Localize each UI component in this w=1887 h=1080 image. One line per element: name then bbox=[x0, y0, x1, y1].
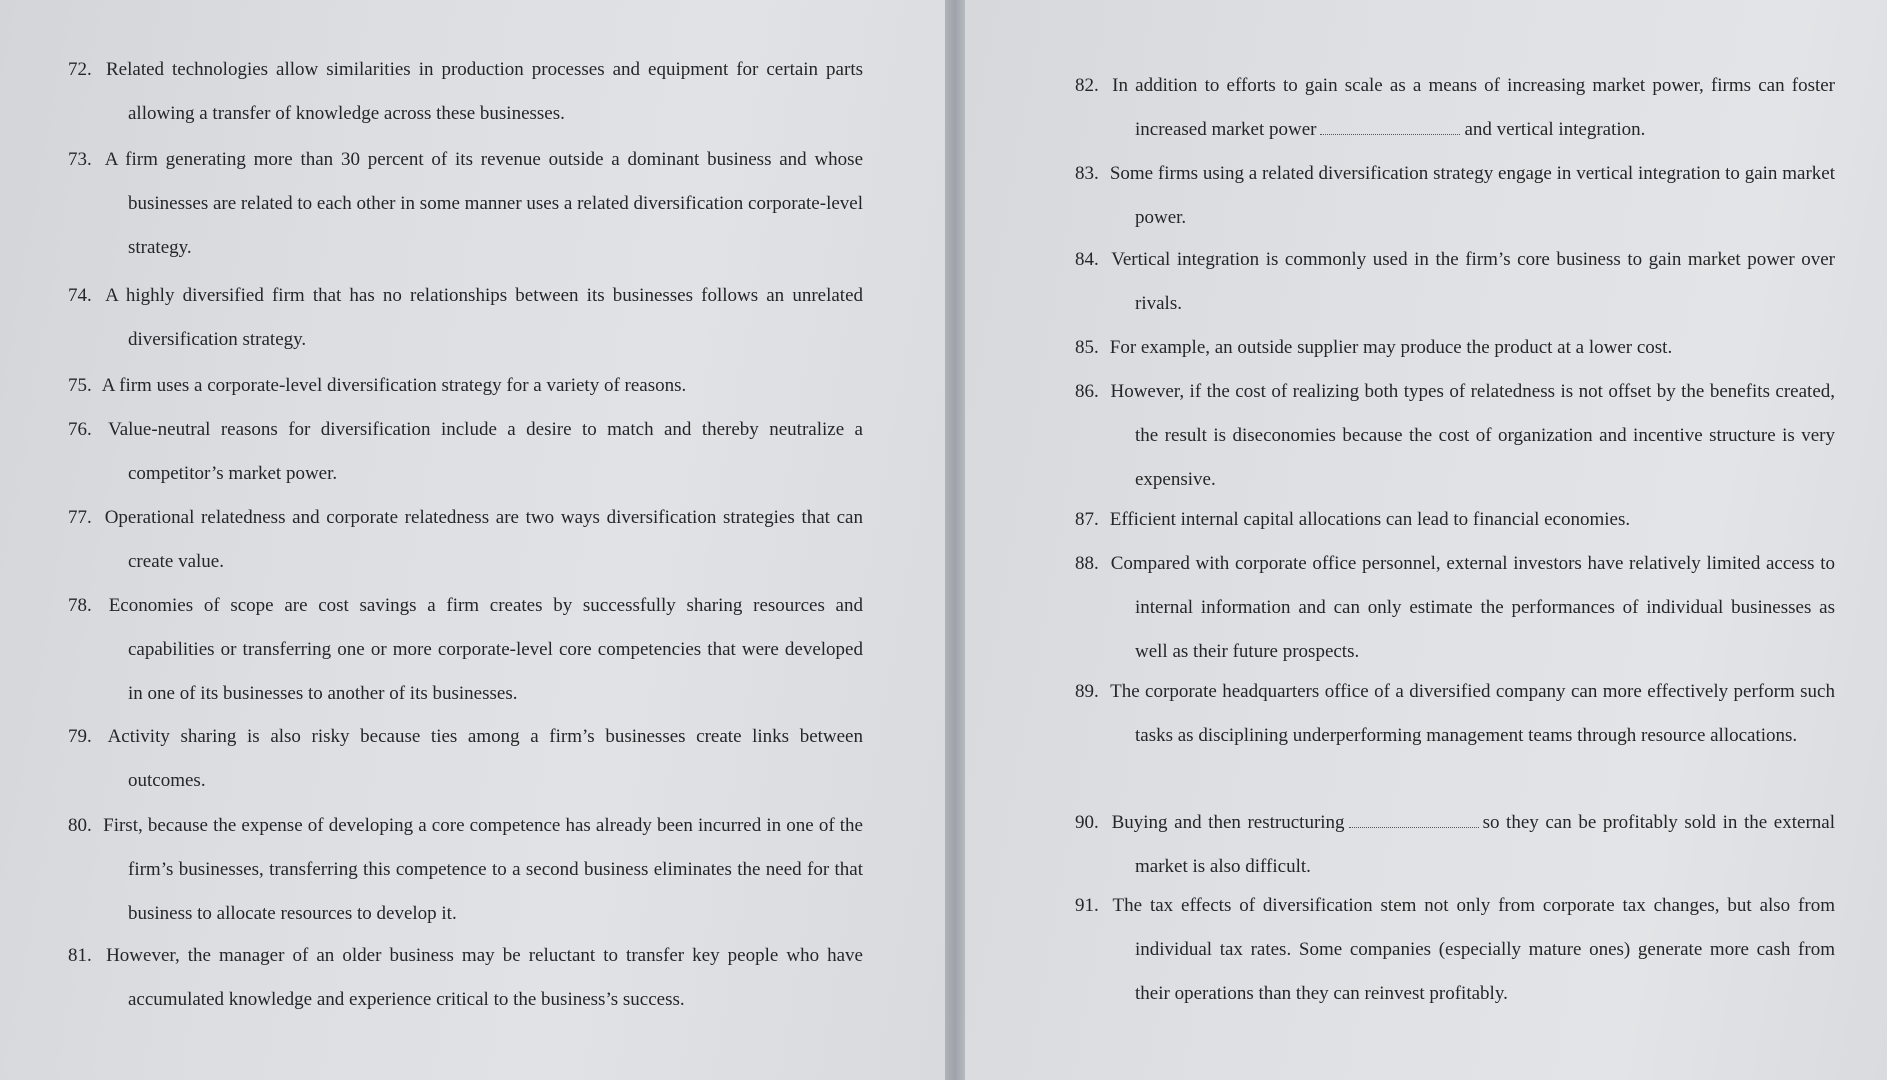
statement-86: 86. However, if the cost of realizing both types of relatedness is not offset by the benefits created, the result is diseconomies because the cost of organization and incentive structure is very expensive. bbox=[1075, 381, 1836, 490]
statement-text: Compared with corporate office personnel, external investors have relatively limited access to internal information and can only estimate the performances of individual businesses as well as their future prospects. bbox=[1110, 553, 1835, 662]
statement-73: 73. A firm generating more than 30 percent of its revenue outside a dominant business and whose businesses are related to each other in some manner uses a related diversification corporate-level strategy. bbox=[68, 149, 864, 258]
page-gutter bbox=[945, 0, 965, 1080]
statement-84: 84. Vertical integration is commonly used in the firm’s core business to gain market power over rivals. bbox=[1075, 249, 1835, 314]
statement-text: However, the manager of an older business may be reluctant to transfer key people who have accumulated knowledge and experience critical to the business’s success. bbox=[106, 945, 863, 1010]
fill-in-blank bbox=[1320, 120, 1460, 135]
statement-80: 80. First, because the expense of developing a core competence has already been incurred in one of the firm’s businesses, transferring this competence to a second business eliminates the need for that business to allocate resources to develop it. bbox=[68, 815, 863, 924]
statement-text-before-blank: In addition to efforts to gain scale as a means of increasing market power, firms can foster increased market power bbox=[1112, 75, 1836, 140]
statement-text: A highly diversified firm that has no relationships between its businesses follows an unrelated diversification strategy. bbox=[105, 285, 864, 350]
statement-text: A firm uses a corporate-level diversification strategy for a variety of reasons. bbox=[101, 375, 687, 396]
statement-text-after-blank: so they can be profitably sold in the external market is also difficult. bbox=[1135, 812, 1835, 877]
statement-text: Activity sharing is also risky because ties among a firm’s businesses create links between outcomes. bbox=[107, 726, 863, 791]
statement-text: For example, an outside supplier may produce the product at a lower cost. bbox=[1109, 337, 1673, 358]
statement-85: 85. For example, an outside supplier may produce the product at a lower cost. bbox=[1075, 337, 1673, 358]
statement-text-after-blank: and vertical integration. bbox=[1464, 119, 1646, 140]
statement-text: Vertical integration is commonly used in the firm’s core business to gain market power over rivals. bbox=[1111, 249, 1835, 314]
statement-text: Efficient internal capital allocations can lead to financial economies. bbox=[1109, 509, 1631, 530]
right-page bbox=[965, 0, 1887, 1080]
statement-78: 78. Economies of scope are cost savings a firm creates by successfully sharing resources and capabilities or transferring one or more corporate-level core competencies that were developed in one of its businesses to another of its businesses. bbox=[68, 595, 863, 704]
statement-88: 88. Compared with corporate office personnel, external investors have relatively limited access to internal information and can only estimate the performances of individual businesses as well as their future prospects. bbox=[1075, 553, 1835, 662]
statement-75: 75. A firm uses a corporate-level diversification strategy for a variety of reasons. bbox=[68, 375, 687, 396]
statement-text-before-blank: Buying and then restructuring bbox=[1111, 812, 1345, 833]
statement-91: 91. The tax effects of diversification stem not only from corporate tax changes, but also from individual tax rates. Some companies (especially mature ones) generate more cash from their operations than they can reinvest profitably. bbox=[1075, 895, 1835, 1004]
statement-81: 81. However, the manager of an older business may be reluctant to transfer key people who have accumulated knowledge and experience critical to the business’s success. bbox=[68, 945, 863, 1010]
statement-text: However, if the cost of realizing both types of relatedness is not offset by the benefits created, the result is diseconomies because the cost of organization and incentive structure is very expensive. bbox=[1110, 381, 1836, 490]
statement-74: 74. A highly diversified firm that has no relationships between its businesses follows an unrelated diversification strategy. bbox=[68, 285, 864, 350]
statement-text: First, because the expense of developing a core competence has already been incurred in one of the firm’s businesses, transferring this competence to a second business eliminates the need for that business to allocate resources to develop it. bbox=[103, 815, 863, 924]
statement-82: 82. In addition to efforts to gain scale as a means of increasing market power, firms can foster increased market power and vertical integration. bbox=[1075, 75, 1836, 140]
statement-89: 89. The corporate headquarters office of a diversified company can more effectively perform such tasks as disciplining underperforming management teams through resource allocations. bbox=[1075, 681, 1835, 746]
statement-87: 87. Efficient internal capital allocations can lead to financial economies. bbox=[1075, 509, 1631, 530]
statement-text: Economies of scope are cost savings a firm creates by successfully sharing resources and capabilities or transferring one or more corporate-level core competencies that were developed in one of its businesses to another of its businesses. bbox=[108, 595, 863, 704]
fill-in-blank bbox=[1349, 813, 1479, 828]
statement-text: The corporate headquarters office of a diversified company can more effectively perform such tasks as disciplining underperforming management teams through resource allocations. bbox=[1110, 681, 1835, 746]
statement-text: Some firms using a related diversification strategy engage in vertical integration to gain market power. bbox=[1109, 163, 1835, 228]
statement-text: A firm generating more than 30 percent of its revenue outside a dominant business and whose businesses are related to each other in some manner uses a related diversification corporate-level strategy. bbox=[104, 149, 864, 258]
statement-text: Value-neutral reasons for diversification include a desire to match and thereby neutralize a competitor’s market power. bbox=[108, 419, 863, 484]
statement-83: 83. Some firms using a related diversification strategy engage in vertical integration to gain market power. bbox=[1075, 163, 1835, 228]
statement-text: The tax effects of diversification stem not only from corporate tax changes, but also from individual tax rates. Some companies (especially mature ones) generate more cash from their operations than they can reinvest profitably. bbox=[1112, 895, 1835, 1004]
statement-text: Operational relatedness and corporate relatedness are two ways diversification strategies that can create value. bbox=[104, 507, 863, 572]
statement-90: 90. Buying and then restructuring so they can be profitably sold in the external market is also difficult. bbox=[1075, 812, 1835, 877]
statement-text: Related technologies allow similarities in production processes and equipment for certain parts allowing a transfer of knowledge across these businesses. bbox=[106, 59, 863, 124]
statement-79: 79. Activity sharing is also risky because ties among a firm’s businesses create links between outcomes. bbox=[68, 726, 863, 791]
statement-77: 77. Operational relatedness and corporate relatedness are two ways diversification strategies that can create value. bbox=[68, 507, 863, 572]
statement-72: 72. Related technologies allow similarities in production processes and equipment for certain parts allowing a transfer of knowledge across these businesses. bbox=[68, 59, 863, 124]
statement-76: 76. Value-neutral reasons for diversification include a desire to match and thereby neutralize a competitor’s market power. bbox=[68, 419, 863, 484]
